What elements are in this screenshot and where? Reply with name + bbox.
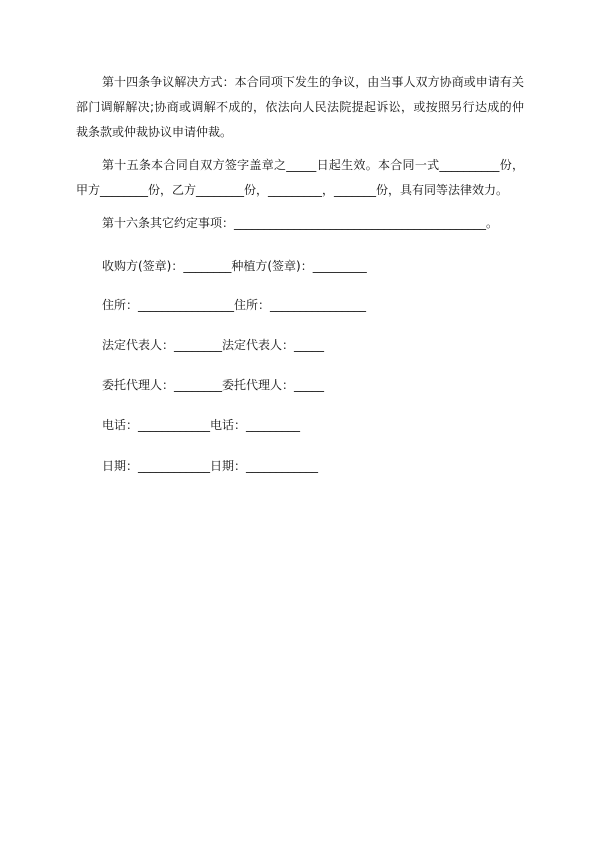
signature-line-date: 日期：____________日期：____________ [102, 459, 319, 473]
signature-line-legal-representative: 法定代表人：________法定代表人：_____ [102, 338, 325, 352]
clause-14-dispute-resolution: 第十四条争议解决方式：本合同项下发生的争议，由当事人双方协商或申请有关部门调解解决;协商或调解不成的，依法向人民法院提起诉讼，或按照另行达成的仲裁条款或仲裁协议申请仲裁。 [76, 75, 524, 139]
signature-line-authorized-agent: 委托代理人：________委托代理人：_____ [102, 378, 325, 392]
clause-15-effectiveness: 第十五条本合同自双方签字盖章之_____日起生效。本合同一式__________份，甲方________份，乙方________份，_________，_______份，具有同等法律效力。 [76, 158, 524, 197]
signature-line-phone: 电话：____________电话：_________ [102, 418, 301, 432]
signature-line-parties: 收购方(签章)：________种植方(签章)：_________ [102, 259, 367, 273]
signature-line-address: 住所：________________住所：________________ [102, 298, 367, 312]
clause-16-other-terms: 第十六条其它约定事项：__________________________________________。 [102, 216, 499, 230]
